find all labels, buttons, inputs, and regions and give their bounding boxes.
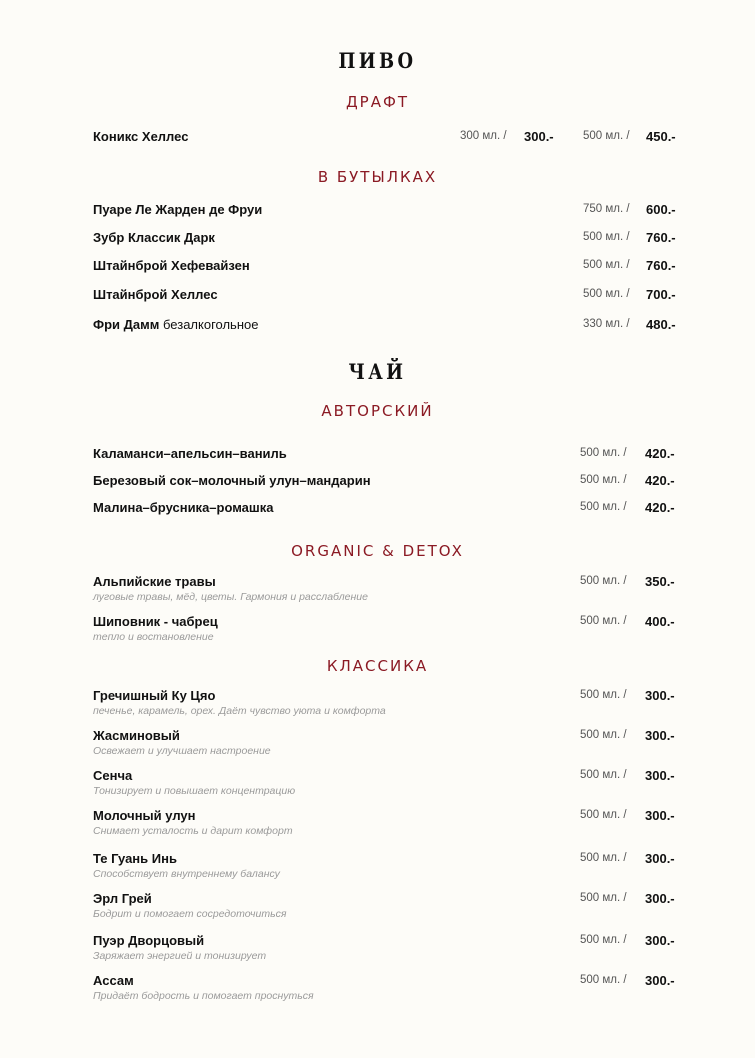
item-price: 420.- [645,446,675,461]
tea-title: ЧАЙ [348,359,407,384]
item-price: 420.- [645,473,675,488]
item-price: 400.- [645,614,675,629]
item-volume: 500 мл. / [580,474,627,486]
item-price: 300.- [645,973,675,988]
item-volume: 500 мл. / [583,288,630,300]
item-volume: 500 мл. / [580,852,627,864]
item-name: Штайнброй Хефевайзен [93,258,250,273]
item-name: Пуаре Ле Жарден де Фруи [93,202,263,217]
item-description: Снимает усталость и дарит комфорт [93,825,293,837]
item-description: печенье, карамель, орех. Даёт чувство уюта и комфорта [93,705,386,717]
item-volume: 500 мл. / [580,615,627,627]
menu-item [0,129,755,147]
menu-item [0,500,755,518]
menu-item [0,446,755,464]
item-description: тепло и востановление [93,631,214,643]
item-description: Бодрит и помогает сосредоточиться [93,908,287,920]
item-description: Способствует внутреннему балансу [93,868,280,880]
item-name: Пуэр Дворцовый [93,933,205,948]
item-volume: 300 мл. / [460,130,507,142]
menu-item [0,688,755,717]
item-price: 300.- [645,933,675,948]
item-name [93,317,258,332]
item-description: луговые травы, мёд, цветы. Гармония и расслабление [93,591,368,603]
item-name: Каламанси–апельсин–ваниль [93,446,287,461]
item-volume: 500 мл. / [580,809,627,821]
menu-item [0,317,755,335]
item-volume: 500 мл. / [580,689,627,701]
menu-item [0,287,755,305]
item-name: Альпийские травы [93,574,216,589]
item-volume: 500 мл. / [580,575,627,587]
item-volume: 500 мл. / [580,934,627,946]
menu-item [0,768,755,797]
menu-item [0,728,755,757]
item-volume: 330 мл. / [583,318,630,330]
item-price: 300.- [645,688,675,703]
item-volume: 500 мл. / [580,892,627,904]
menu-item [0,230,755,248]
bottled-section-title: В БУТЫЛКАХ [317,168,438,186]
item-description: Освежает и улучшает настроение [93,745,271,757]
item-price: 300.- [524,129,554,144]
item-name: Штайнброй Хеллес [93,287,218,302]
menu-item [0,614,755,643]
item-volume: 500 мл. / [580,769,627,781]
menu-item [0,258,755,276]
menu-item [0,808,755,837]
item-price: 760.- [646,230,676,245]
item-volume: 500 мл. / [583,130,630,142]
item-price: 300.- [645,728,675,743]
item-price: 300.- [645,808,675,823]
item-price: 350.- [645,574,675,589]
menu-item [0,574,755,603]
item-price: 480.- [646,317,676,332]
item-name: Зубр Классик Дарк [93,230,215,245]
item-name: Те Гуань Инь [93,851,177,866]
item-price: 450.- [646,129,676,144]
item-price: 420.- [645,500,675,515]
item-name: Молочный улун [93,808,196,823]
menu-item [0,973,755,1002]
author-section-title: АВТОРСКИЙ [321,402,434,420]
item-volume: 500 мл. / [580,729,627,741]
item-name-main: Фри Дамм [93,317,160,332]
item-description: Заряжает энергией и тонизирует [93,950,267,962]
item-name: Шиповник - чабрец [93,614,218,629]
item-price: 300.- [645,851,675,866]
item-name: Жасминовый [93,728,180,743]
draft-section-title: ДРАФТ [345,93,410,111]
item-price: 600.- [646,202,676,217]
item-volume: 500 мл. / [583,231,630,243]
item-price: 760.- [646,258,676,273]
organic-section-title: ORGANIC & DETOX [291,542,464,560]
menu-item [0,891,755,920]
item-volume: 750 мл. / [583,203,630,215]
menu-item [0,202,755,220]
item-name-note: безалкогольное [159,317,259,332]
menu-item [0,473,755,491]
beer-title: ПИВО [338,48,417,73]
item-price: 300.- [645,768,675,783]
item-price: 700.- [646,287,676,302]
classic-section-title: КЛАССИКА [326,657,429,675]
item-volume: 500 мл. / [583,259,630,271]
item-name: Березовый сок–молочный улун–мандарин [93,473,371,488]
item-volume: 500 мл. / [580,447,627,459]
item-volume: 500 мл. / [580,974,627,986]
item-description: Тонизирует и повышает концентрацию [93,785,296,797]
menu-item [0,933,755,962]
item-name: Эрл Грей [93,891,152,906]
item-volume: 500 мл. / [580,501,627,513]
item-name: Сенча [93,768,133,783]
item-description: Придаёт бодрость и помогает проснуться [93,990,314,1002]
item-name: Коникс Хеллес [93,129,189,144]
item-name: Ассам [93,973,134,988]
item-price: 300.- [645,891,675,906]
item-name: Гречишный Ку Цяо [93,688,216,703]
menu-item [0,851,755,880]
item-name: Малина–брусника–ромашка [93,500,274,515]
